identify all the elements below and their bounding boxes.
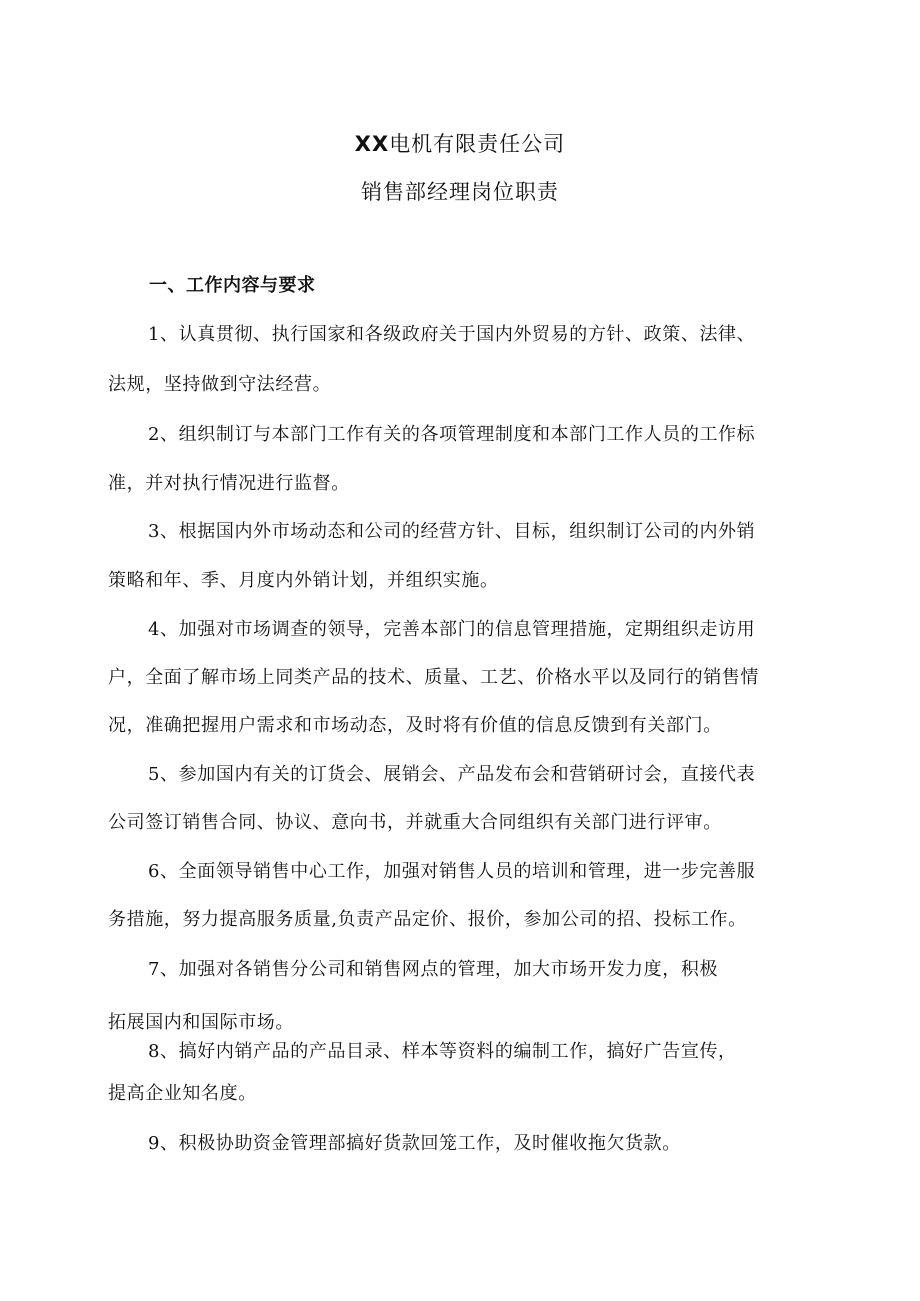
document-subtitle: 销售部经理岗位职责 bbox=[361, 180, 559, 204]
item-7-line-2: 拓展国内和国际市场。 bbox=[108, 1012, 294, 1033]
item-6-line-2: 务措施，努力提高服务质量,负责产品定价、报价，参加公司的招、投标工作。 bbox=[108, 909, 747, 930]
item-4-line-1: 4、加强对市场调查的领导，完善本部门的信息管理措施，定期组织走访用 bbox=[148, 619, 756, 640]
item-7-line-1: 7、加强对各销售分公司和销售网点的管理，加大市场开发力度，积极 bbox=[148, 959, 719, 980]
company-title-prefix: XX bbox=[354, 132, 390, 156]
item-4-line-3: 况，准确把握用户需求和市场动态，及时将有价值的信息反馈到有关部门。 bbox=[108, 715, 722, 736]
item-8-line-2: 提高企业知名度。 bbox=[108, 1083, 257, 1104]
company-title bbox=[0, 130, 920, 158]
company-title-name: 电机有限责任公司 bbox=[389, 132, 566, 156]
item-9-line-1: 9、积极协助资金管理部搞好货款回笼工作，及时催收拖欠货款。 bbox=[148, 1133, 681, 1154]
item-1-line-2: 法规，坚持做到守法经营。 bbox=[108, 374, 332, 395]
item-2-line-1: 2、组织制订与本部门工作有关的各项管理制度和本部门工作人员的工作标 bbox=[148, 424, 756, 445]
item-8-line-1: 8、搞好内销产品的产品目录、样本等资料的编制工作，搞好广告宣传， bbox=[148, 1041, 737, 1062]
item-3-line-2: 策略和年、季、月度内外销计划，并组织实施。 bbox=[108, 570, 499, 591]
item-1-line-1: 1、认真贯彻、执行国家和各级政府关于国内外贸易的方针、政策、法律、 bbox=[148, 324, 756, 345]
item-2-line-2: 准，并对执行情况进行监督。 bbox=[108, 473, 350, 494]
item-5-line-2: 公司签订销售合同、协议、意向书，并就重大合同组织有关部门进行评审。 bbox=[108, 812, 722, 833]
item-3-line-1: 3、根据国内外市场动态和公司的经营方针、目标，组织制订公司的内外销 bbox=[148, 521, 756, 542]
item-5-line-1: 5、参加国内有关的订货会、展销会、产品发布会和营销研讨会，直接代表 bbox=[148, 764, 756, 785]
item-4-line-2: 户，全面了解市场上同类产品的技术、质量、工艺、价格水平以及同行的销售情 bbox=[108, 667, 759, 688]
item-6-line-1: 6、全面领导销售中心工作，加强对销售人员的培训和管理，进一步完善服 bbox=[148, 861, 756, 882]
section-heading: 一、工作内容与要求 bbox=[149, 275, 316, 296]
